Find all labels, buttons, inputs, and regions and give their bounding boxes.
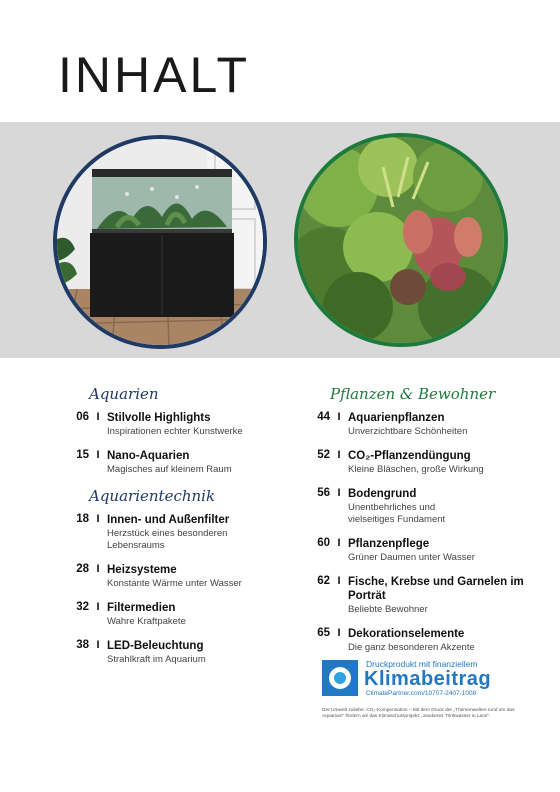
page-number: 18 — [76, 513, 89, 525]
toc-right-column — [317, 385, 540, 665]
page-number: 65 — [317, 627, 330, 639]
toc-entry[interactable] — [76, 411, 289, 438]
footnote: Der Umwelt zuliebe: CO₂-Kompensation – Mit dem Druck der „Themenwelten rund um das Aquarium“ fördern wir das Klimaschutzprojekt: „Sauberes Trinkwasser in Laos“. — [322, 708, 515, 719]
page-number: 62 — [317, 575, 330, 587]
separator: I — [96, 513, 100, 525]
entry-title: Bodengrund — [348, 488, 417, 500]
toc-entry[interactable] — [76, 639, 289, 666]
entry-subtitle: Kleine Bläschen, große Wirkung — [348, 464, 484, 475]
toc-entry[interactable] — [317, 411, 540, 438]
page-number: 15 — [76, 449, 89, 461]
entry-subtitle: Strahlkraft im Aquarium — [107, 654, 206, 665]
toc-entry[interactable] — [76, 513, 289, 552]
entry-title: Nano-Aquarien — [107, 450, 190, 462]
separator: I — [96, 563, 100, 575]
toc-entry[interactable] — [76, 563, 289, 590]
entry-title: LED-Beleuchtung — [107, 640, 204, 652]
separator: I — [96, 411, 100, 423]
separator: I — [337, 449, 341, 461]
entry-subtitle: Magisches auf kleinem Raum — [107, 464, 232, 475]
page-number: 56 — [317, 487, 330, 499]
separator: I — [337, 487, 341, 499]
entry-title: Pflanzenpflege — [348, 538, 430, 550]
toc-entry[interactable] — [317, 575, 540, 616]
entry-subtitle: Herzstück eines besonderen Lebensraums — [107, 528, 228, 551]
entry-subtitle: Die ganz besonderen Akzente — [348, 642, 475, 653]
entry-title: Fische, Krebse und Garnelen im Porträt — [348, 576, 524, 602]
climate-badge — [322, 660, 522, 700]
separator: I — [96, 601, 100, 613]
page-number: 60 — [317, 537, 330, 549]
separator: I — [337, 627, 341, 639]
separator: I — [337, 575, 341, 587]
badge-main-text: Klimabeitrag — [364, 668, 492, 690]
entry-subtitle: Wahre Kraftpakete — [107, 616, 186, 627]
section-heading: Aquarien — [89, 385, 159, 403]
toc-section-aquarien — [76, 385, 289, 476]
page-title: INHALT — [58, 47, 251, 103]
entry-subtitle: Inspirationen echter Kunstwerke — [107, 426, 243, 437]
separator: I — [337, 411, 341, 423]
entry-title: Stilvolle Highlights — [107, 412, 211, 424]
toc-entry[interactable] — [317, 449, 540, 476]
entry-title: Heizsysteme — [107, 564, 177, 576]
climatepartner-logo-icon — [322, 660, 358, 696]
page-number: 52 — [317, 449, 330, 461]
entry-title: Filtermedien — [107, 602, 176, 614]
toc-entry[interactable] — [317, 487, 540, 526]
entry-subtitle: Grüner Daumen unter Wasser — [348, 552, 475, 563]
toc-left-column — [76, 385, 289, 677]
entry-title: CO₂-Pflanzendüngung — [348, 450, 471, 462]
entry-subtitle: Unverzichtbare Schönheiten — [348, 426, 468, 437]
section-heading: Pflanzen & Bewohner — [330, 385, 496, 403]
entry-subtitle: Unentbehrliches und vielseitiges Fundament — [348, 502, 446, 525]
section-heading: Aquarientechnik — [89, 487, 216, 505]
entry-title: Aquarienpflanzen — [348, 412, 445, 424]
toc-entry[interactable] — [317, 627, 540, 654]
badge-top-text: Druckprodukt mit finanziellem — [366, 659, 478, 669]
separator: I — [337, 537, 341, 549]
aquarium-photo — [53, 135, 267, 349]
entry-title: Innen- und Außenfilter — [107, 514, 230, 526]
page-number: 28 — [76, 563, 89, 575]
toc-entry[interactable] — [317, 537, 540, 564]
toc-section-aquarientechnik — [76, 487, 289, 666]
page-number: 44 — [317, 411, 330, 423]
entry-title: Dekorationselemente — [348, 628, 465, 640]
toc-entry[interactable] — [76, 449, 289, 476]
plants-photo — [294, 133, 508, 347]
separator: I — [96, 449, 100, 461]
page-number: 32 — [76, 601, 89, 613]
separator: I — [96, 639, 100, 651]
badge-url[interactable]: ClimatePartner.com/10707-2407-1008 — [366, 690, 477, 697]
page-number: 06 — [76, 411, 89, 423]
page-number: 38 — [76, 639, 89, 651]
entry-subtitle: Konstante Wärme unter Wasser — [107, 578, 242, 589]
entry-subtitle: Beliebte Bewohner — [348, 604, 428, 615]
toc-entry[interactable] — [76, 601, 289, 628]
